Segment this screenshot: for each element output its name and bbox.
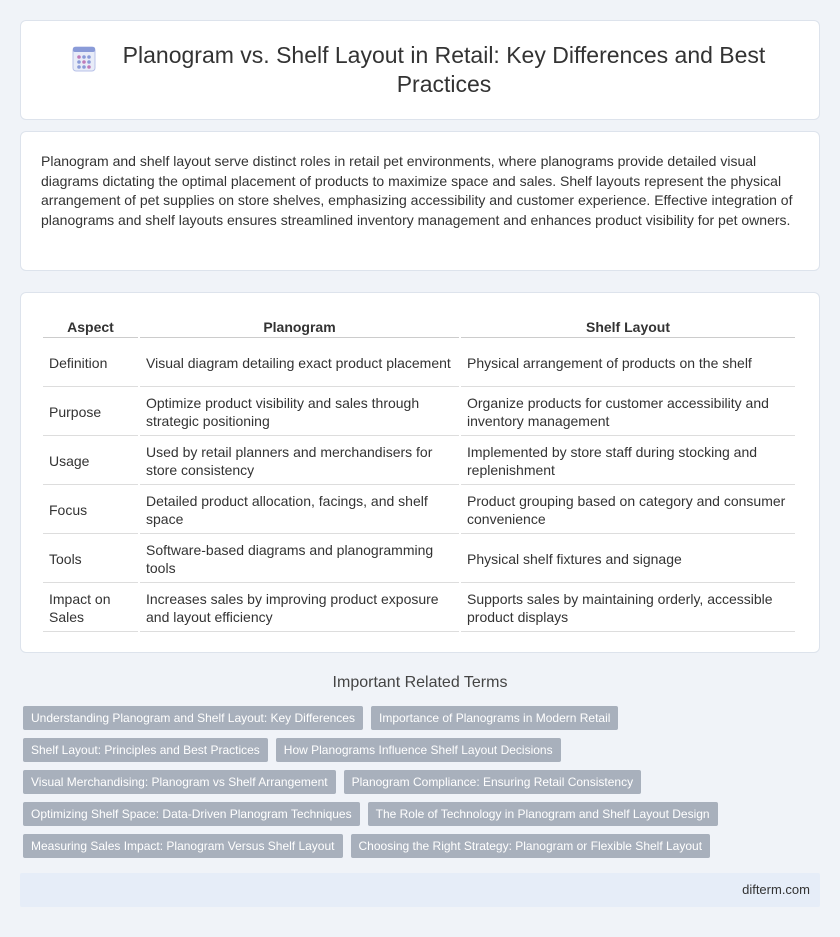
cell-planogram: Optimize product visibility and sales through strategic positioning: [140, 389, 459, 436]
cell-planogram: Software-based diagrams and planogramming tools: [140, 536, 459, 583]
intro-card: [20, 131, 820, 271]
cell-aspect: Definition: [43, 340, 138, 387]
table-row: [43, 389, 795, 436]
comparison-table-card: [20, 292, 820, 653]
related-term-link[interactable]: Measuring Sales Impact: Planogram Versus Shelf Layout: [23, 834, 343, 858]
table-row: [43, 487, 795, 534]
related-term-link[interactable]: Choosing the Right Strategy: Planogram or Flexible Shelf Layout: [351, 834, 711, 858]
table-row: [43, 340, 795, 387]
cell-shelf-layout: Physical shelf fixtures and signage: [461, 536, 795, 583]
tag-row: [23, 802, 823, 826]
table-row: [43, 585, 795, 632]
related-term-link[interactable]: How Planograms Influence Shelf Layout Decisions: [276, 738, 561, 762]
related-term-link[interactable]: Importance of Planograms in Modern Retail: [371, 706, 618, 730]
cell-planogram: Detailed product allocation, facings, and shelf space: [140, 487, 459, 534]
cell-aspect: Purpose: [43, 389, 138, 436]
page-title: Planogram vs. Shelf Layout in Retail: Key Differences and Best Practices: [122, 42, 766, 97]
tag-row: [23, 770, 823, 794]
document-grid-icon: [70, 45, 98, 73]
cell-aspect: Usage: [43, 438, 138, 485]
related-terms-list: [23, 706, 823, 866]
header-shelf-layout: Shelf Layout: [461, 311, 795, 338]
table-header-row: [43, 311, 795, 338]
related-term-link[interactable]: Planogram Compliance: Ensuring Retail Consistency: [344, 770, 641, 794]
related-term-link[interactable]: Shelf Layout: Principles and Best Practices: [23, 738, 268, 762]
related-term-link[interactable]: Understanding Planogram and Shelf Layout: Key Differences: [23, 706, 363, 730]
related-term-link[interactable]: The Role of Technology in Planogram and Shelf Layout Design: [368, 802, 718, 826]
table-row: [43, 536, 795, 583]
header-card: [20, 20, 820, 120]
cell-shelf-layout: Organize products for customer accessibility and inventory management: [461, 389, 795, 436]
cell-aspect: Tools: [43, 536, 138, 583]
comparison-table: [41, 309, 797, 634]
tag-row: [23, 706, 823, 730]
cell-aspect: Impact on Sales: [43, 585, 138, 632]
intro-text: Planogram and shelf layout serve distinct roles in retail pet environments, where planograms provide detailed visual diagrams dictating the optimal placement of products to maximize space and sales. Shelf layouts represent the physical arrangement of pet supplies on store shelves, emphasizing accessibility and customer experience. Effective integration of planograms and shelf layouts ensures streamlined inventory management and enhances product visibility for pet owners.: [41, 153, 793, 228]
cell-shelf-layout: Supports sales by maintaining orderly, accessible product displays: [461, 585, 795, 632]
tag-row: [23, 834, 823, 858]
footer: [20, 873, 820, 907]
footer-brand[interactable]: difterm.com: [742, 882, 810, 897]
cell-planogram: Visual diagram detailing exact product placement: [140, 340, 459, 387]
cell-planogram: Increases sales by improving product exposure and layout efficiency: [140, 585, 459, 632]
cell-shelf-layout: Product grouping based on category and consumer convenience: [461, 487, 795, 534]
table-row: [43, 438, 795, 485]
cell-aspect: Focus: [43, 487, 138, 534]
tag-row: [23, 738, 823, 762]
related-term-link[interactable]: Optimizing Shelf Space: Data-Driven Planogram Techniques: [23, 802, 360, 826]
header-aspect: Aspect: [43, 311, 138, 338]
cell-planogram: Used by retail planners and merchandisers for store consistency: [140, 438, 459, 485]
cell-shelf-layout: Physical arrangement of products on the shelf: [461, 340, 795, 387]
related-terms-heading: Important Related Terms: [332, 674, 508, 691]
related-term-link[interactable]: Visual Merchandising: Planogram vs Shelf Arrangement: [23, 770, 336, 794]
cell-shelf-layout: Implemented by store staff during stocking and replenishment: [461, 438, 795, 485]
header-planogram: Planogram: [140, 311, 459, 338]
